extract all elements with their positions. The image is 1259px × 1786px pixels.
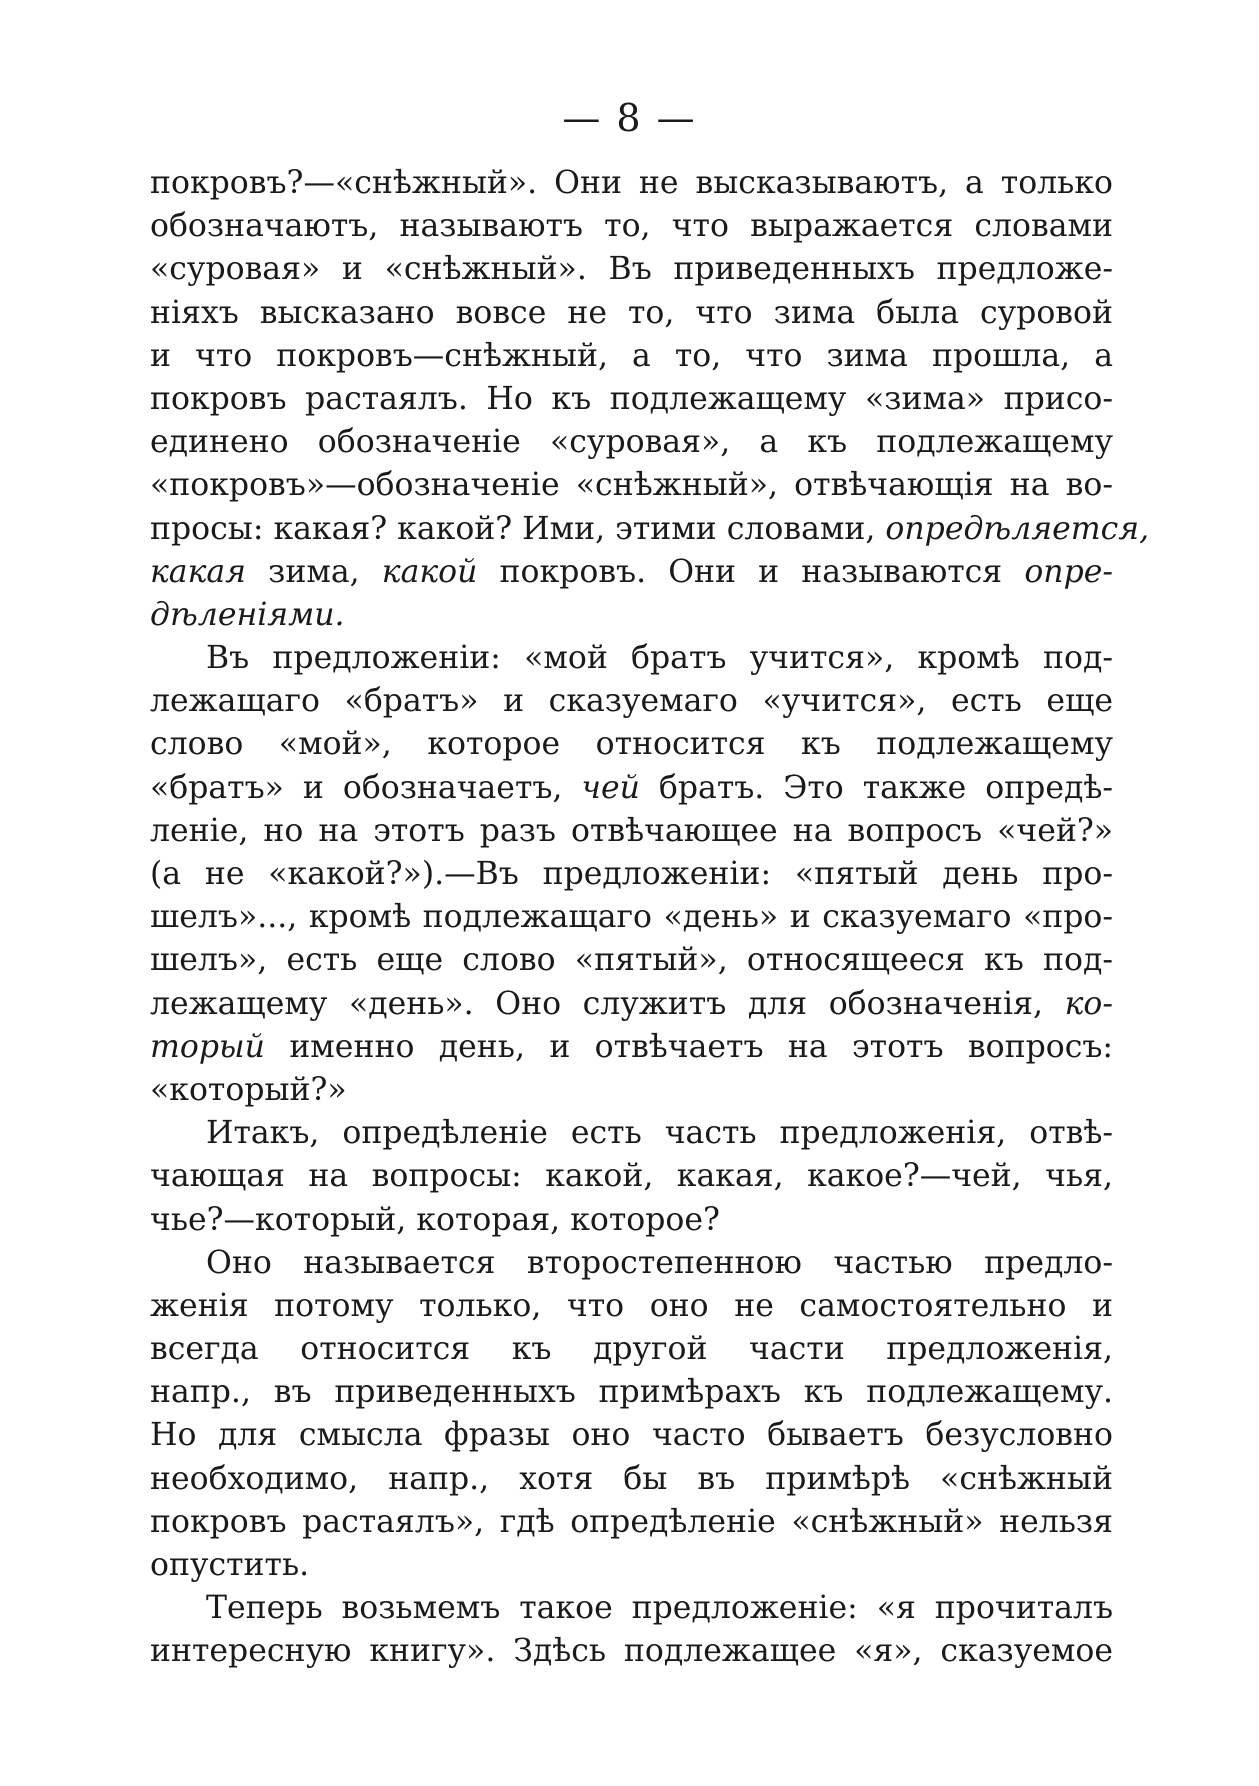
text-line: чье?—который, которая, которое? bbox=[150, 1201, 720, 1238]
page-number: — 8 — bbox=[562, 96, 697, 140]
italic-term: торый bbox=[150, 1028, 265, 1065]
text-line: необходимо, напр., хотя бы въ примѣрѣ «снѣжный bbox=[150, 1460, 1113, 1497]
text-line: какая зима, какой покровъ. Они и называются опре- bbox=[150, 553, 1114, 590]
text-line: напр., въ приведенныхъ примѣрахъ къ подлежащему. bbox=[150, 1374, 1113, 1411]
italic-term: опре- bbox=[1024, 553, 1114, 590]
text-line: чающая на вопросы: какой, какая, какое?—чей, чья, bbox=[150, 1158, 1113, 1195]
italic-term: какая bbox=[150, 553, 247, 590]
paragraph-4 bbox=[150, 1242, 1113, 1588]
paragraph-5 bbox=[150, 1587, 1113, 1673]
text-line: покровъ?—«снѣжный». Они не высказываютъ, а только bbox=[150, 165, 1113, 201]
text-line: единено обозначеніе «суровая», а къ подлежащему bbox=[150, 424, 1113, 461]
text-line: Въ предложеніи: «мой братъ учится», кромѣ под- bbox=[206, 640, 1113, 677]
text-line: шелъ», есть еще слово «пятый», относящееся къ под- bbox=[150, 942, 1113, 979]
text-line: Оно называется второстепенною частью предло- bbox=[206, 1244, 1113, 1281]
text-line: слово «мой», которое относится къ подлежащему bbox=[150, 726, 1113, 763]
text-line: шелъ»..., кромѣ подлежащаго «день» и сказуемаго «про- bbox=[150, 899, 1113, 936]
text-line: леніе, но на этотъ разъ отвѣчающее на вопросъ «чей?» bbox=[150, 812, 1113, 849]
text-line: Но для смысла фразы оно часто бываетъ безусловно bbox=[150, 1417, 1113, 1454]
text-line: покровъ растаялъ», гдѣ опредѣленіе «снѣжный» нельзя bbox=[150, 1503, 1113, 1540]
text-line: интересную книгу». Здѣсь подлежащее «я», сказуемое bbox=[150, 1633, 1113, 1670]
text-line: лежащаго «братъ» и сказуемаго «учится», есть еще bbox=[150, 683, 1113, 720]
text-line: всегда относится къ другой части предложенія, bbox=[150, 1331, 1113, 1368]
text-line: и что покровъ—снѣжный, а то, что зима прошла, а bbox=[150, 337, 1113, 374]
text-line: Итакъ, опредѣленіе есть часть предложенія, отвѣ- bbox=[206, 1115, 1113, 1152]
paragraph-2 bbox=[150, 637, 1113, 1112]
text-line: лежащему «день». Оно служитъ для обозначенія, ко- bbox=[150, 985, 1113, 1022]
italic-term: опредѣляется, bbox=[885, 510, 1150, 547]
paragraph-1 bbox=[150, 162, 1150, 637]
italic-term: дѣленіями. bbox=[150, 596, 345, 633]
text-line: покровъ растаялъ. Но къ подлежащему «зима» присо- bbox=[150, 380, 1113, 417]
text-line: торый именно день, и отвѣчаетъ на этотъ вопросъ: bbox=[150, 1028, 1113, 1065]
italic-term: какой bbox=[381, 553, 478, 590]
italic-term: ко- bbox=[1064, 985, 1113, 1022]
text-line: «покровъ»—обозначеніе «снѣжный», отвѣчающія на во- bbox=[150, 467, 1113, 504]
text-line: женія потому только, что оно не самостоятельно и bbox=[150, 1287, 1113, 1324]
text-line: опустить. bbox=[150, 1547, 310, 1583]
text-line: (а не «какой?»).—Въ предложеніи: «пятый день про- bbox=[150, 856, 1113, 892]
italic-term: чей bbox=[581, 769, 640, 806]
text-line: «суровая» и «снѣжный». Въ приведенныхъ предложе- bbox=[150, 251, 1113, 288]
paragraph-3 bbox=[150, 1112, 1113, 1242]
page-text bbox=[150, 162, 1150, 1674]
text-line: «который?» bbox=[150, 1071, 347, 1108]
text-line: «братъ» и обозначаетъ, чей братъ. Это также опредѣ- bbox=[150, 769, 1113, 806]
text-line: просы: какая? какой? Ими, этими словами, опредѣляется, bbox=[150, 510, 1150, 547]
text-line: обозначаютъ, называютъ то, что выражается словами bbox=[150, 208, 1113, 245]
text-line: Теперь возьмемъ такое предложеніе: «я прочиталъ bbox=[206, 1590, 1113, 1627]
text-line bbox=[150, 594, 1113, 637]
text-line: ніяхъ высказано вовсе не то, что зима была суровой bbox=[150, 294, 1113, 331]
